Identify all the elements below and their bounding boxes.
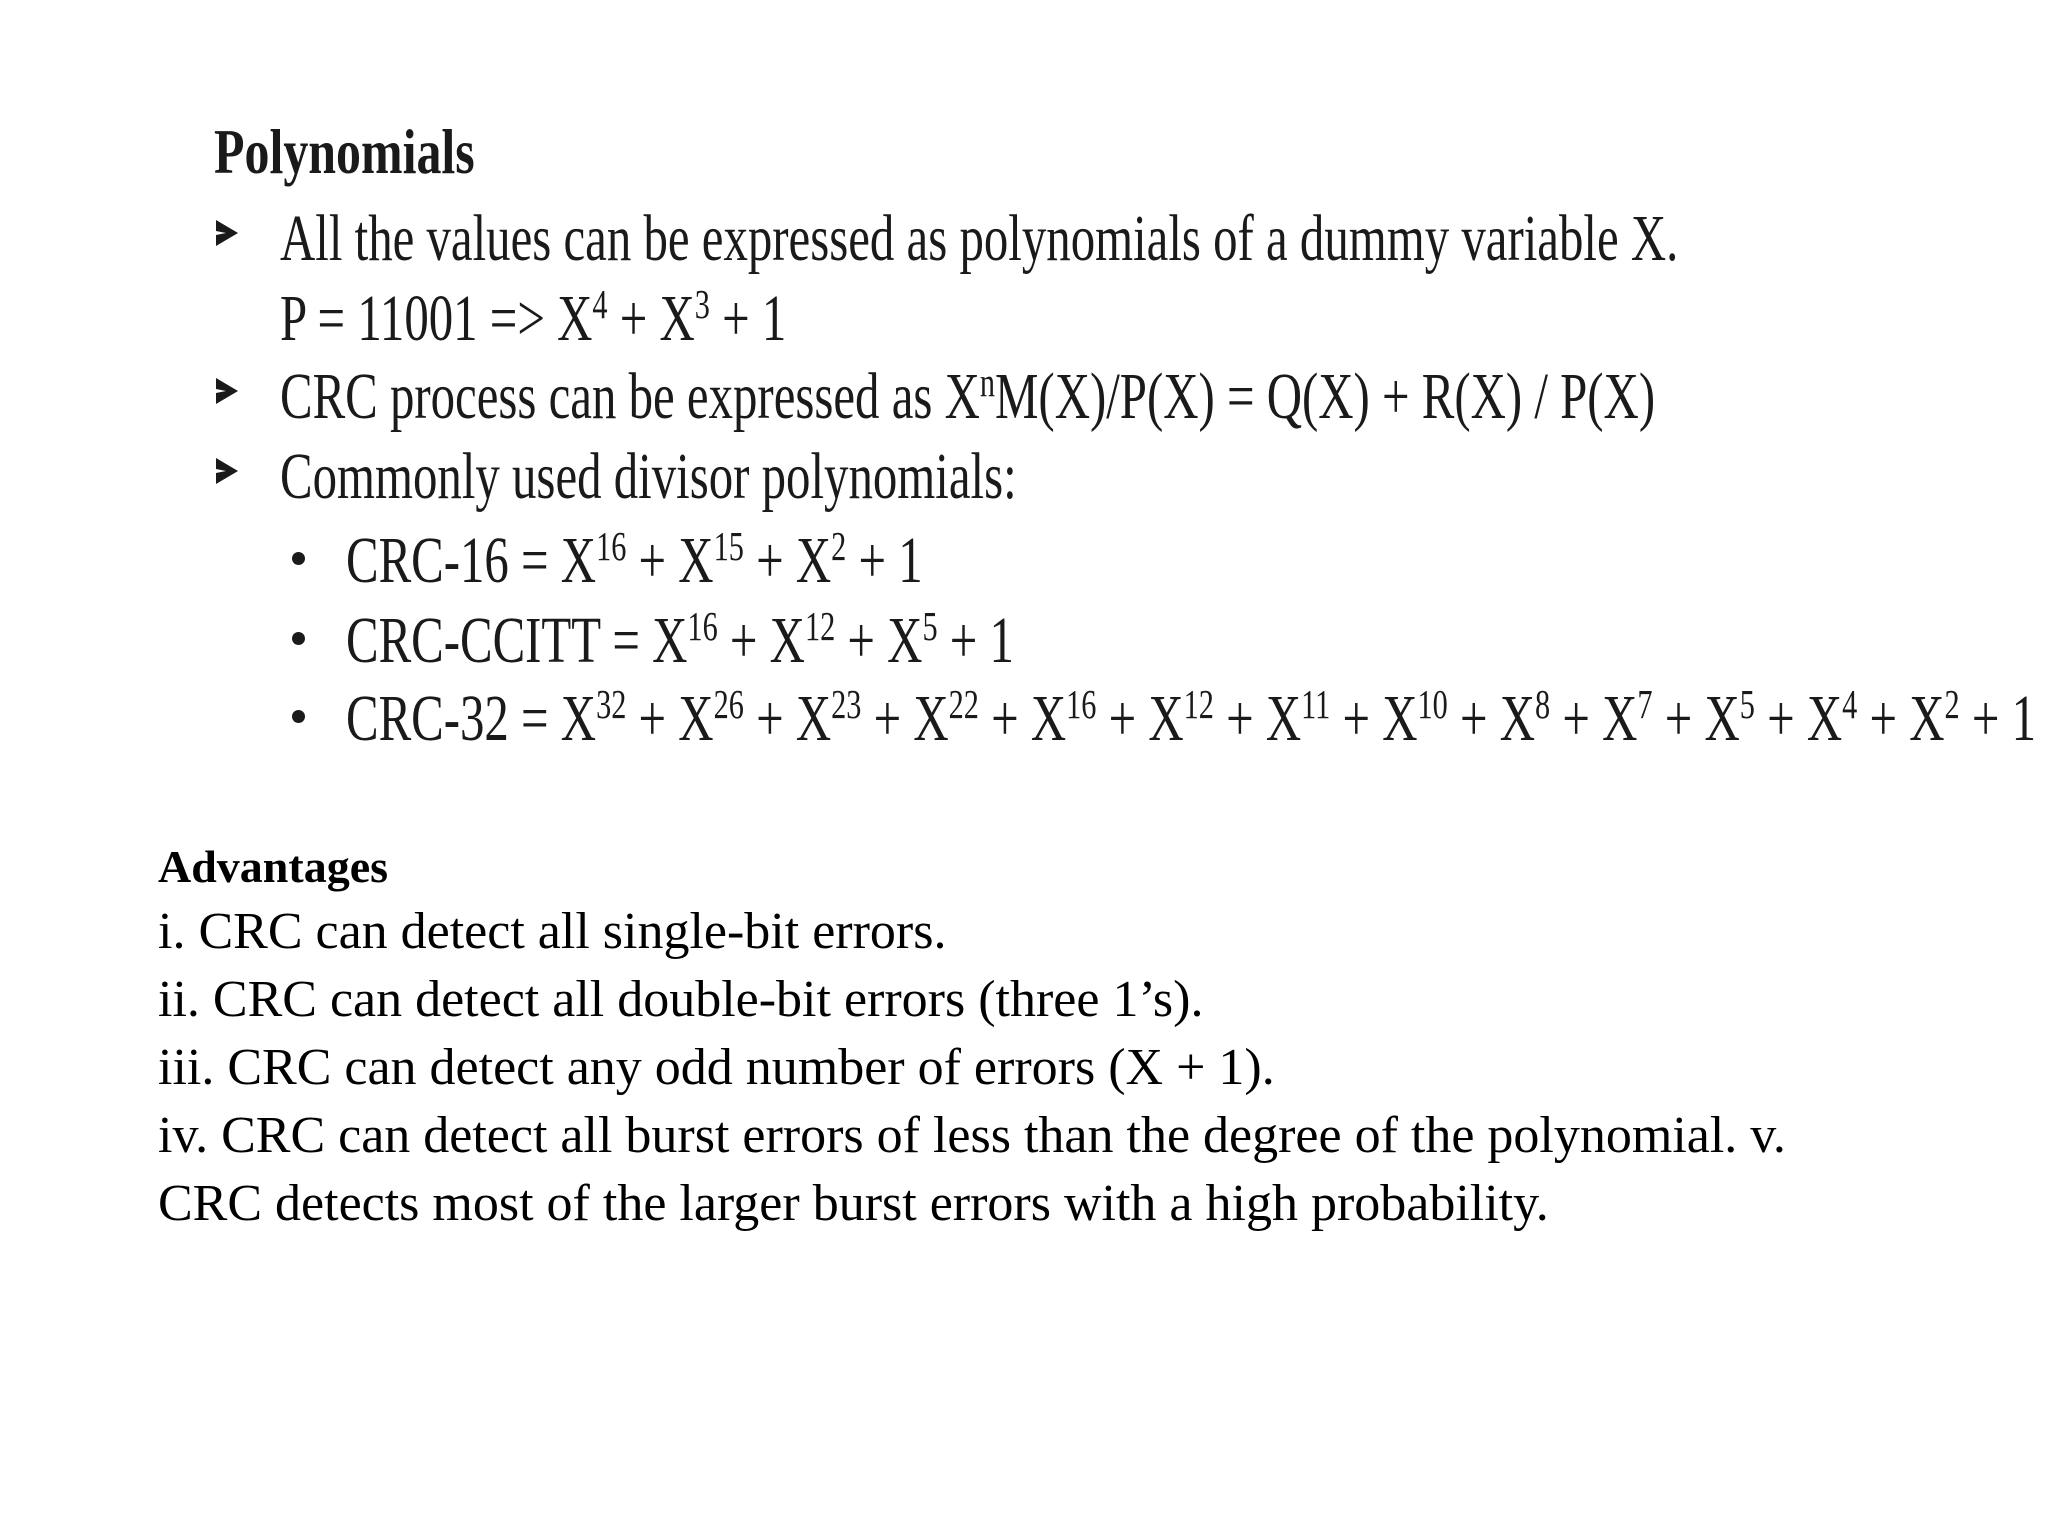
crc32-polynomial: $CRC-32 = X^{32} + X^{26} + X^{23} + X^{22} + X^{16} + X^{12} + X^{11} + X^{10} + X^8 + X^7 + X^5 + X^4 + X^2 + 1$	[346, 681, 2037, 755]
polynomials-intro: All the values can be expressed as polynomials of a dummy variable X.	[280, 202, 1679, 275]
common-divisors-label: Commonly used divisor polynomials:	[280, 440, 1017, 513]
advantage-item: iii. CRC can detect any odd number of errors (X + 1).	[158, 1039, 1275, 1096]
advantage-item: ii. CRC can detect all double-bit errors (three 1’s).	[158, 971, 1204, 1028]
arrow-bullet-icon	[216, 458, 238, 484]
advantage-item: iv. CRC can detect all burst errors of less than the degree of the polynomial. v.	[158, 1107, 1786, 1164]
dot-bullet-icon	[292, 632, 305, 645]
crc16-polynomial: $CRC-16 = X^{16} + X^{15} + X^2 + 1$	[346, 523, 923, 597]
dot-bullet-icon	[292, 552, 305, 565]
dot-bullet-icon	[292, 710, 305, 723]
polynomials-title: Polynomials	[214, 116, 475, 187]
advantages-heading: Advantages	[158, 841, 389, 892]
advantage-item: CRC detects most of the larger burst errors with a high probability.	[158, 1175, 1549, 1232]
polynomials-figure	[214, 116, 2037, 800]
crc-ccitt-polynomial: CRC-CCITT = $X^{16} + X^{12} + X^5 + 1$	[346, 603, 1014, 677]
advantage-item: i. CRC can detect all single-bit errors.	[158, 903, 947, 960]
arrow-bullet-icon	[216, 220, 238, 246]
example-polynomial: $P = 11001 => X^4 + X^3 + 1$	[280, 281, 787, 355]
advantages-section	[158, 836, 1978, 1238]
arrow-bullet-icon	[216, 378, 238, 404]
crc-process-equation: CRC process can be expressed as $X^nM(X)/P(X) = Q(X) + R(X) / P(X)$	[280, 359, 1656, 433]
